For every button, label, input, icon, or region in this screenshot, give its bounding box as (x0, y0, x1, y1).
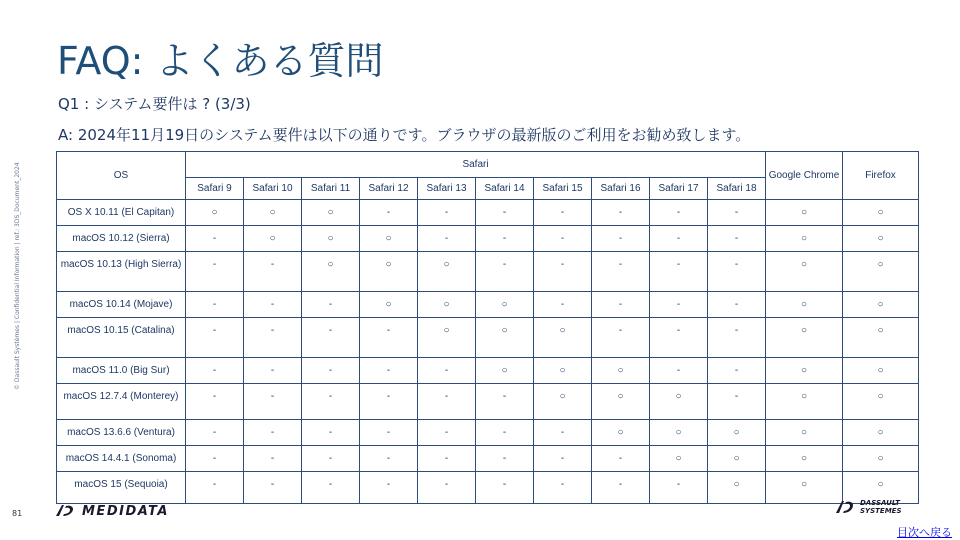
support-cell: - (708, 226, 766, 252)
support-cell: ○ (592, 384, 650, 420)
support-cell: - (302, 358, 360, 384)
support-cell: - (186, 358, 244, 384)
confidential-note-text: © Dassault Systèmes | Confidential Information | ref.: 3DS_Document_2024 (14, 162, 21, 390)
back-to-contents-link[interactable]: 目次へ戻る (897, 526, 952, 539)
support-cell: ○ (708, 446, 766, 472)
safari-version-header: Safari 10 (244, 178, 302, 200)
support-cell: - (708, 318, 766, 358)
support-cell: - (534, 292, 592, 318)
support-cell: ○ (650, 384, 708, 420)
support-cell: ○ (843, 318, 919, 358)
os-cell: macOS 13.6.6 (Ventura) (57, 420, 186, 446)
dassault-wordmark-line2: SYSTEMES (860, 507, 902, 515)
table-row (57, 420, 919, 446)
os-cell: macOS 15 (Sequoia) (57, 472, 186, 504)
support-cell: - (534, 226, 592, 252)
support-cell: - (708, 252, 766, 292)
table-row (57, 200, 919, 226)
support-cell: ○ (592, 420, 650, 446)
support-cell: - (650, 472, 708, 504)
support-cell: ○ (708, 472, 766, 504)
safari-version-header: Safari 16 (592, 178, 650, 200)
support-cell: ○ (360, 226, 418, 252)
support-cell: ○ (766, 358, 843, 384)
table-row (57, 384, 919, 420)
support-cell: - (418, 358, 476, 384)
confidential-note (4, 160, 21, 390)
support-cell: ○ (650, 446, 708, 472)
ds-logo-icon (834, 498, 856, 516)
support-cell: ○ (418, 252, 476, 292)
support-cell: ○ (843, 446, 919, 472)
support-cell: ○ (476, 318, 534, 358)
support-cell: ○ (766, 318, 843, 358)
table-row (57, 472, 919, 504)
support-cell: ○ (360, 252, 418, 292)
support-cell: ○ (766, 292, 843, 318)
support-cell: - (650, 252, 708, 292)
support-cell: ○ (766, 446, 843, 472)
support-cell: ○ (418, 292, 476, 318)
support-cell: - (476, 420, 534, 446)
dassault-wordmark (860, 499, 902, 515)
support-cell: - (360, 200, 418, 226)
support-cell: - (360, 384, 418, 420)
support-cell: ○ (843, 472, 919, 504)
page-title: FAQ: よくある質問 (57, 39, 384, 83)
support-cell: - (186, 252, 244, 292)
support-cell: - (650, 292, 708, 318)
dassault-wordmark-line1: DASSAULT (860, 499, 900, 507)
support-cell: - (476, 200, 534, 226)
system-requirements-table (56, 151, 919, 504)
safari-version-header: Safari 17 (650, 178, 708, 200)
support-cell: - (418, 384, 476, 420)
support-cell: ○ (843, 252, 919, 292)
support-cell: ○ (476, 358, 534, 384)
support-cell: - (476, 446, 534, 472)
safari-version-header: Safari 15 (534, 178, 592, 200)
support-cell: - (592, 292, 650, 318)
question-heading: Q1 : システム要件は ? (3/3) (58, 95, 251, 113)
support-cell: - (360, 420, 418, 446)
support-cell: ○ (843, 420, 919, 446)
support-cell: ○ (186, 200, 244, 226)
support-cell: ○ (843, 200, 919, 226)
support-cell: - (302, 384, 360, 420)
support-cell: ○ (244, 200, 302, 226)
table-row (57, 358, 919, 384)
support-cell: - (244, 446, 302, 472)
support-cell: ○ (534, 358, 592, 384)
support-cell: - (592, 226, 650, 252)
os-cell: macOS 14.4.1 (Sonoma) (57, 446, 186, 472)
safari-version-header: Safari 12 (360, 178, 418, 200)
support-cell: - (186, 318, 244, 358)
support-cell: ○ (360, 292, 418, 318)
support-cell: ○ (650, 420, 708, 446)
safari-header: Safari (186, 152, 766, 178)
support-cell: - (592, 200, 650, 226)
support-cell: ○ (244, 226, 302, 252)
os-cell: OS X 10.11 (El Capitan) (57, 200, 186, 226)
support-cell: - (534, 446, 592, 472)
support-cell: ○ (534, 318, 592, 358)
support-cell: - (418, 446, 476, 472)
support-cell: - (186, 292, 244, 318)
page-number: 81 (12, 509, 23, 518)
support-cell: - (418, 200, 476, 226)
support-cell: ○ (302, 200, 360, 226)
os-cell: macOS 10.15 (Catalina) (57, 318, 186, 358)
support-cell: - (476, 472, 534, 504)
support-cell: - (186, 472, 244, 504)
support-cell: ○ (302, 226, 360, 252)
support-cell: - (244, 252, 302, 292)
os-cell: macOS 11.0 (Big Sur) (57, 358, 186, 384)
table-row (57, 226, 919, 252)
support-cell: ○ (592, 358, 650, 384)
table-row (57, 252, 919, 292)
support-cell: - (592, 472, 650, 504)
support-cell: ○ (534, 384, 592, 420)
support-cell: - (650, 358, 708, 384)
ds-logo-icon (54, 503, 76, 519)
support-cell: - (592, 318, 650, 358)
support-cell: ○ (766, 226, 843, 252)
support-cell: - (302, 446, 360, 472)
support-cell: - (592, 252, 650, 292)
support-cell: - (708, 200, 766, 226)
support-cell: - (302, 318, 360, 358)
support-cell: - (650, 226, 708, 252)
os-cell: macOS 10.13 (High Sierra) (57, 252, 186, 292)
medidata-wordmark: MEDIDATA (82, 503, 169, 519)
os-cell: macOS 10.12 (Sierra) (57, 226, 186, 252)
support-cell: - (650, 200, 708, 226)
support-cell: - (244, 472, 302, 504)
support-cell: ○ (766, 384, 843, 420)
support-cell: ○ (766, 420, 843, 446)
support-cell: - (534, 252, 592, 292)
chrome-header: Google Chrome (766, 152, 843, 200)
support-cell: ○ (302, 252, 360, 292)
support-cell: ○ (843, 292, 919, 318)
safari-version-header: Safari 18 (708, 178, 766, 200)
os-header: OS (57, 152, 186, 200)
support-cell: ○ (843, 358, 919, 384)
support-cell: - (708, 358, 766, 384)
support-cell: ○ (766, 252, 843, 292)
support-cell: ○ (418, 318, 476, 358)
support-cell: - (244, 384, 302, 420)
support-cell: - (592, 446, 650, 472)
support-cell: - (186, 446, 244, 472)
support-cell: ○ (476, 292, 534, 318)
support-cell: - (186, 420, 244, 446)
support-cell: - (302, 420, 360, 446)
support-cell: - (708, 292, 766, 318)
support-cell: - (476, 252, 534, 292)
dassault-logo (834, 498, 902, 516)
support-cell: - (244, 420, 302, 446)
support-cell: - (650, 318, 708, 358)
support-cell: ○ (843, 384, 919, 420)
support-cell: ○ (766, 200, 843, 226)
support-cell: - (186, 226, 244, 252)
safari-version-header: Safari 9 (186, 178, 244, 200)
support-cell: ○ (708, 420, 766, 446)
support-cell: - (360, 358, 418, 384)
answer-text: A: 2024年11月19日のシステム要件は以下の通りです。ブラウザの最新版のご利用をお勧め致します。 (58, 126, 751, 144)
support-cell: - (476, 226, 534, 252)
support-cell: - (418, 420, 476, 446)
support-cell: - (708, 384, 766, 420)
safari-version-header: Safari 11 (302, 178, 360, 200)
support-cell: - (244, 318, 302, 358)
support-cell: - (534, 472, 592, 504)
support-cell: - (186, 384, 244, 420)
support-cell: - (476, 384, 534, 420)
support-cell: - (302, 472, 360, 504)
os-cell: macOS 10.14 (Mojave) (57, 292, 186, 318)
support-cell: - (360, 472, 418, 504)
safari-version-header: Safari 14 (476, 178, 534, 200)
support-cell: - (244, 292, 302, 318)
support-cell: - (534, 200, 592, 226)
support-cell: - (302, 292, 360, 318)
support-cell: - (360, 318, 418, 358)
safari-version-header: Safari 13 (418, 178, 476, 200)
table-row (57, 318, 919, 358)
os-cell: macOS 12.7.4 (Monterey) (57, 384, 186, 420)
support-cell: - (418, 226, 476, 252)
table-row (57, 292, 919, 318)
support-cell: - (244, 358, 302, 384)
medidata-logo (54, 502, 169, 520)
support-cell: - (418, 472, 476, 504)
table-row (57, 446, 919, 472)
support-cell: - (534, 420, 592, 446)
support-cell: - (360, 446, 418, 472)
support-cell: ○ (843, 226, 919, 252)
firefox-header: Firefox (843, 152, 919, 200)
support-cell: ○ (766, 472, 843, 504)
